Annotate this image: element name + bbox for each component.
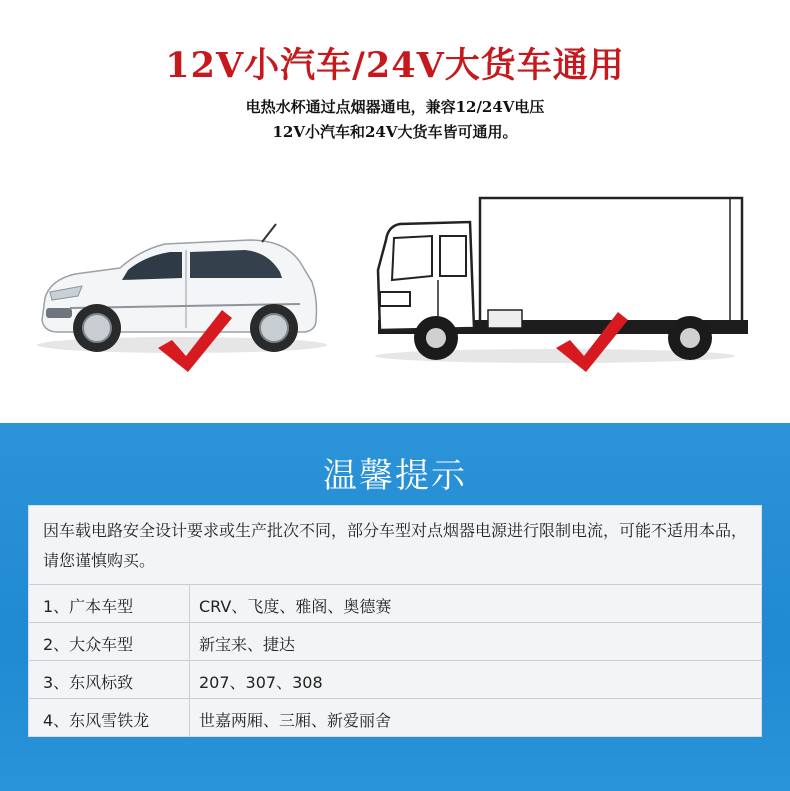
models-cell: 207、307、308 [199, 673, 323, 692]
page-title: 12V小汽车/24V大货车通用 [165, 45, 625, 86]
brand-cell: 4、东风雪铁龙 [43, 711, 150, 730]
models-cell: CRV、飞度、雅阁、奥德赛 [199, 597, 392, 616]
compat-description-line-1: 电热水杯通过点烟器通电，兼容12/24V电压 [245, 98, 545, 116]
column-divider [189, 699, 190, 737]
tips-title: 温馨提示 [323, 456, 467, 496]
brand-cell: 3、东风标致 [43, 673, 134, 692]
compat-description-line-2: 12V小汽车和24V大货车皆可通用。 [272, 123, 518, 141]
models-cell: 世嘉两厢、三厢、新爱丽舍 [199, 711, 392, 730]
brand-cell: 2、大众车型 [43, 635, 134, 654]
table-row [29, 622, 761, 661]
column-divider [189, 623, 190, 661]
tips-note: 因车载电路安全设计要求或生产批次不同，部分车型对点烟器电源进行限制电流，可能不适用本品，请您谨慎购买。 [43, 521, 748, 570]
tips-card [28, 505, 762, 737]
truck-illustration [375, 198, 748, 363]
car-illustration [37, 224, 327, 353]
table-row [29, 698, 761, 737]
column-divider [189, 585, 190, 623]
models-cell: 新宝来、捷达 [199, 635, 296, 654]
table-row [29, 584, 761, 623]
brand-cell: 1、广本车型 [43, 597, 134, 616]
vehicles-illustration [0, 180, 790, 380]
column-divider [189, 661, 190, 699]
table-row [29, 660, 761, 699]
